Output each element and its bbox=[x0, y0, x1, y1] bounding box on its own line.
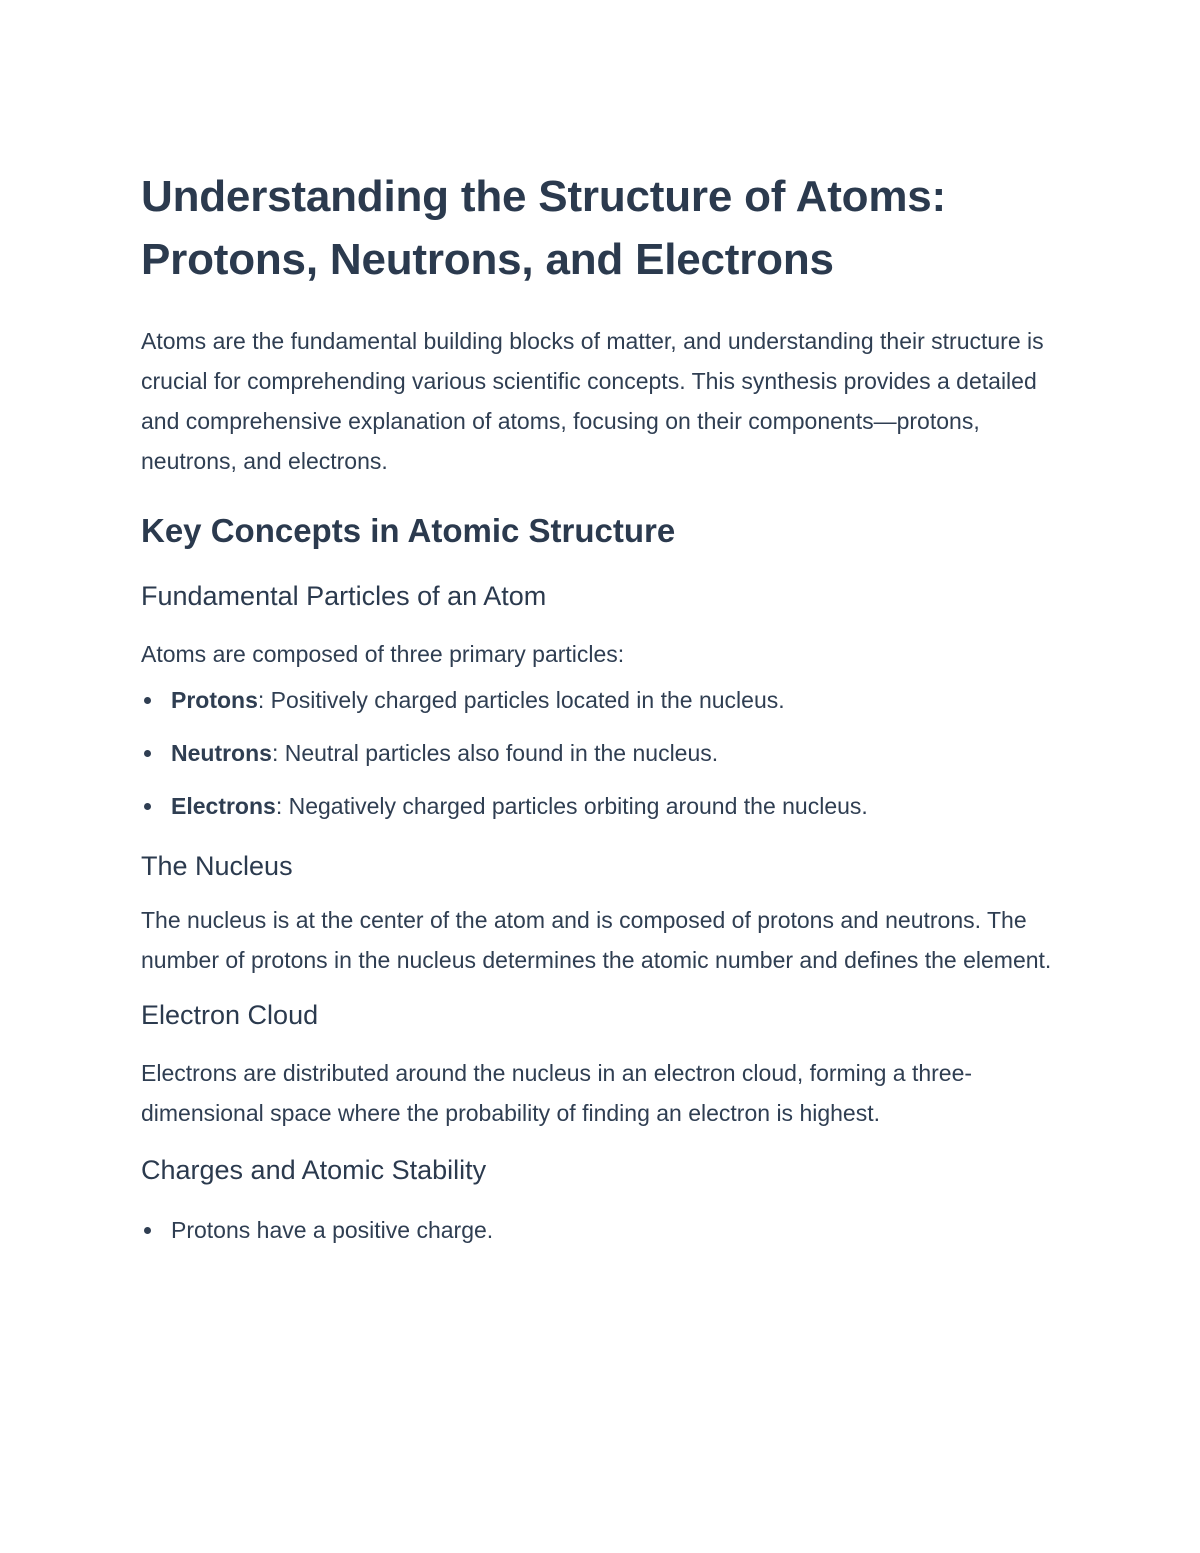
bullet-icon bbox=[144, 750, 151, 757]
charges-list bbox=[141, 1213, 1061, 1247]
list-item-neutrons bbox=[141, 736, 1061, 770]
charges-item-text: Protons have a positive charge. bbox=[171, 1217, 494, 1243]
desc-protons: : Positively charged particles located in the nucleus. bbox=[257, 687, 785, 713]
list-item-electrons bbox=[141, 789, 1061, 823]
bullet-icon bbox=[144, 1227, 151, 1234]
term-neutrons: Neutrons bbox=[171, 740, 272, 766]
particle-list bbox=[141, 683, 1061, 823]
subheading-electron-cloud: Electron Cloud bbox=[141, 1000, 319, 1030]
list-item-protons-charge bbox=[141, 1213, 1061, 1247]
subheading-charges-stability: Charges and Atomic Stability bbox=[141, 1155, 487, 1185]
list-item-protons bbox=[141, 683, 1061, 717]
bullet-icon bbox=[144, 803, 151, 810]
intro-paragraph: Atoms are the fundamental building blocks of matter, and understanding their structure is crucial for comprehending various scientific concepts. This synthesis provides a detailed and comprehensive explanation of atoms, focusing on their components—protons, neutrons, and electrons. bbox=[141, 328, 1044, 474]
term-electrons: Electrons bbox=[171, 793, 276, 819]
subheading-fundamental-particles: Fundamental Particles of an Atom bbox=[141, 581, 547, 611]
desc-neutrons: : Neutral particles also found in the nucleus. bbox=[271, 740, 719, 766]
nucleus-paragraph: The nucleus is at the center of the atom and is composed of protons and neutrons. The number of protons in the nucleus determines the atomic number and defines the element. bbox=[141, 907, 1052, 973]
subheading-nucleus: The Nucleus bbox=[141, 851, 293, 881]
bullet-icon bbox=[144, 697, 151, 704]
electron-cloud-paragraph: Electrons are distributed around the nucleus in an electron cloud, forming a three-dimensional space where the probability of finding an electron is highest. bbox=[141, 1060, 973, 1126]
fundamental-lead-text: Atoms are composed of three primary particles: bbox=[141, 641, 625, 667]
term-protons: Protons bbox=[171, 687, 258, 713]
page-title: Understanding the Structure of Atoms: Protons, Neutrons, and Electrons bbox=[141, 172, 946, 284]
section-heading-key-concepts: Key Concepts in Atomic Structure bbox=[141, 512, 676, 549]
document-page bbox=[141, 165, 1061, 1247]
desc-electrons: : Negatively charged particles orbiting around the nucleus. bbox=[275, 793, 868, 819]
